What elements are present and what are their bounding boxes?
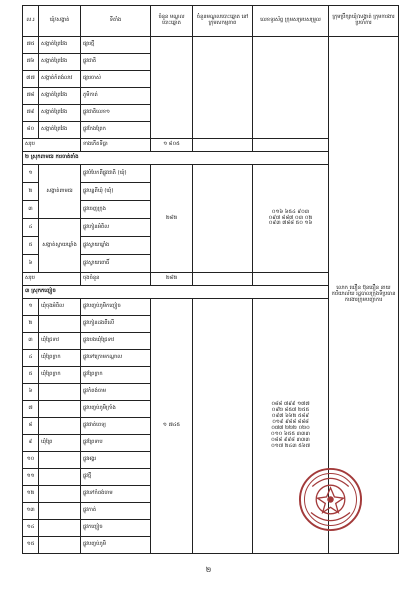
row-phone-cell: [253, 37, 329, 139]
row-place: ផ្លូវចេញក្រុង: [81, 201, 151, 219]
row-commune: [39, 418, 81, 435]
row-number: ៣: [23, 333, 39, 350]
row-number: ៩: [23, 435, 39, 452]
row-place: ផ្លូវបន្តពីឃុំ (ឃុំ): [81, 183, 151, 201]
col-header-place: ទីតាំង: [81, 6, 151, 37]
phone-number: ០៩២ ៨៥៧ ២៥៥: [271, 407, 310, 414]
section-title: ៣ ស្រុកកញ្ចៀច: [23, 286, 329, 299]
subtotal-count: ១ ៨០៥: [151, 139, 193, 152]
row-place: ផ្លូវស្វាយឃ្លាំង: [81, 237, 151, 255]
row-place: ផ្លូវថ្មី: [81, 469, 151, 486]
phone-number: ០៨៨ ៧៩៩ ១៧៧: [271, 401, 310, 408]
row-number: ៤: [23, 350, 39, 367]
row-place: ផ្សារថ្មី: [81, 37, 151, 54]
row-place: ផ្លូវបញ្ចប់ភូមិក្រាំង: [81, 401, 151, 418]
row-commune: សង្កាត់ព្រៃវែង: [39, 122, 81, 139]
row-number: ៧៩: [23, 105, 39, 122]
row-place: ផ្លូវកាត់: [81, 503, 151, 520]
row-number: ៧: [23, 401, 39, 418]
row-action-cell: [193, 299, 253, 554]
remark-cell: លោក ឃឿន ប៊ុនធឿន នាយការិយាល័យ រដ្ឋបាលក្រុងទីប្រធានការងារក្រុមបញ្ជាការ: [329, 37, 399, 554]
row-place: ផ្លូវជាតិលេខ១: [81, 105, 151, 122]
row-place: ផ្លូវផាត់ពេទ្យ: [81, 418, 151, 435]
empty-cell: [253, 273, 329, 286]
phone-number: ០១៩ ៩៨៨ ៨៨៨: [272, 419, 309, 426]
row-place: ផ្លូវបំបែកពីផ្លូវជាតិ (ឃុំ): [81, 165, 151, 183]
subtotal-label: សរុប: [23, 139, 81, 152]
row-place: ផ្លូវកញ្ចៀច: [81, 520, 151, 537]
row-number: ១៣: [23, 503, 39, 520]
row-number: ៥: [23, 367, 39, 384]
col-header-commune: ឃុំ/សង្កាត់: [39, 6, 81, 37]
row-place: ផ្លូវកែងព្រែក: [81, 122, 151, 139]
row-commune: [39, 401, 81, 418]
row-commune: [39, 384, 81, 401]
subtotal-label: សរុប: [23, 273, 81, 286]
row-commune: ឃុំព្រៃខ្លាក: [39, 350, 81, 367]
row-number: ១៥: [23, 537, 39, 554]
row-number: ៧៥: [23, 37, 39, 54]
table-header-row: [23, 6, 399, 37]
empty-cell: [193, 273, 253, 286]
row-number: ១១: [23, 469, 39, 486]
row-place: ផ្លូវជាតិ: [81, 54, 151, 71]
row-place: ផ្លូវព្រៃទាប: [81, 435, 151, 452]
row-count-cell: [151, 37, 193, 139]
row-number: ៦: [23, 384, 39, 401]
row-number: ៤: [23, 219, 39, 237]
subtotal-count: ២៨២: [151, 273, 193, 286]
row-place: ផ្លូវកំពង់ចាម: [81, 384, 151, 401]
row-place: ផ្លូវរបងឃុំជ្រៃទាវ: [81, 333, 151, 350]
empty-cell: [253, 139, 329, 152]
phone-number: ០៨៨ ៩៩៨ ៣៣៣: [271, 436, 310, 443]
phone-number: ០៩៧ ៨៨៧ ០៣ ០២: [268, 214, 313, 221]
row-commune: ឃុំជ្រៃទាវ: [39, 333, 81, 350]
row-place: ផ្លូវបញ្ចប់ភូមិកញ្ចៀច: [81, 299, 151, 316]
row-number: ៧៧: [23, 71, 39, 88]
row-place: ផ្លូវអង្គរ: [81, 452, 151, 469]
row-place: ផ្លូវកៀនដងពីលើ: [81, 316, 151, 333]
row-number: ៨០: [23, 122, 39, 139]
row-number: ៦: [23, 255, 39, 273]
row-number: ២: [23, 183, 39, 201]
row-place: ផ្លូវព្រៃខ្លាក: [81, 367, 151, 384]
row-commune: [39, 452, 81, 469]
phone-number: ០១៦ ៦៥៤ ៩០៣: [271, 208, 310, 215]
row-commune: [39, 520, 81, 537]
row-commune: [39, 469, 81, 486]
row-number: ៧៦: [23, 54, 39, 71]
phone-number: ០១៧ ២៤៣ ៥៦៧: [271, 442, 310, 449]
row-commune: សង្កាត់ព្រៃវែង: [39, 54, 81, 71]
row-commune: [39, 486, 81, 503]
row-number: ៥: [23, 237, 39, 255]
row-place: ភូមិកាត់: [81, 88, 151, 105]
row-number: ១២: [23, 486, 39, 503]
row-commune: សង្កាត់ព្រៃវែង: [39, 88, 81, 105]
page-number: ២: [205, 566, 212, 574]
row-number: ១០: [23, 452, 39, 469]
row-number: ៨: [23, 418, 39, 435]
col-header-council: ក្រុមប្រឹក្សាឃុំ/សង្កាត់ ក្រុមការងារប្រចាំការ: [329, 6, 399, 37]
row-commune: ឃុំព្រៃខ្លាក: [39, 367, 81, 384]
row-commune: សង្កាត់ព្រៃវែង: [39, 37, 81, 54]
phone-number: ០៩៣ ៧៨៨ ៥០ ១៦: [268, 220, 313, 227]
row-commune: [39, 503, 81, 520]
row-number: ២: [23, 316, 39, 333]
row-commune: [39, 537, 81, 554]
row-place: ផ្សារចាស់: [81, 71, 151, 88]
col-header-phones: លេខទូរស័ព្ទ ក្រុមសម្របសម្រួល: [253, 6, 329, 37]
row-place: ផ្លូវទៅក្រោមកណ្ដាល: [81, 350, 151, 367]
row-commune: ឃុំចុងអំពិល: [39, 299, 81, 316]
row-place: ផ្លូវទៅកំពង់ចាម: [81, 486, 151, 503]
row-number: ១: [23, 165, 39, 183]
row-place: ផ្លូវបញ្ចប់ភូមិ: [81, 537, 151, 554]
row-number: ១៤: [23, 520, 39, 537]
row-number: ៧៨: [23, 88, 39, 105]
col-header-action-group: ចំនួនមណ្ឌលបោះឆ្នោត នៅក្រុមសកម្មភាព: [193, 6, 253, 37]
row-commune: សង្កាត់កំពង់លាវ: [39, 71, 81, 88]
section-count: ១ ៧៤៥: [151, 299, 193, 554]
row-action-cell: [193, 37, 253, 139]
subtotal-caption: ខាងកើតទីធ្លា: [81, 139, 151, 152]
row-commune: ឃុំព្រៃ: [39, 435, 81, 452]
col-header-station-count: ចំនួន មណ្ឌលបោះឆ្នោត: [151, 6, 193, 37]
phone-number: ០១០ ៦៥៥ ៣៣៣: [271, 430, 310, 437]
row-commune: [39, 316, 81, 333]
row-place: ផ្លូវកៀនអំពិល: [81, 219, 151, 237]
phone-list: [253, 165, 329, 273]
row-commune: សង្កាត់ស្វាយឃ្លាំង: [39, 219, 81, 273]
row-place: ផ្លូវស្វាយពោធិ៍: [81, 255, 151, 273]
row-number: ១: [23, 299, 39, 316]
section-title: ២ ស្រុកពាមជរ ការចាត់តាំង: [23, 152, 329, 165]
empty-cell: [193, 139, 253, 152]
section-count: ២៨២: [151, 165, 193, 273]
row-commune: សង្កាត់ព្រៃវែង: [39, 105, 81, 122]
phone-number: ០៩៧ ៦៦២ ៥៨៩: [271, 413, 310, 420]
subtotal-caption: ចុងចំនួន: [81, 273, 151, 286]
col-header-no: ល.រ: [23, 6, 39, 37]
phone-number: ០៧៧ ២២២ ០២០: [271, 425, 310, 431]
table-row: [23, 37, 399, 54]
row-action-cell: [193, 165, 253, 273]
row-number: ៣: [23, 201, 39, 219]
row-commune: សង្កាត់ពាមជរ: [39, 165, 81, 219]
official-seal-icon: [298, 467, 363, 532]
